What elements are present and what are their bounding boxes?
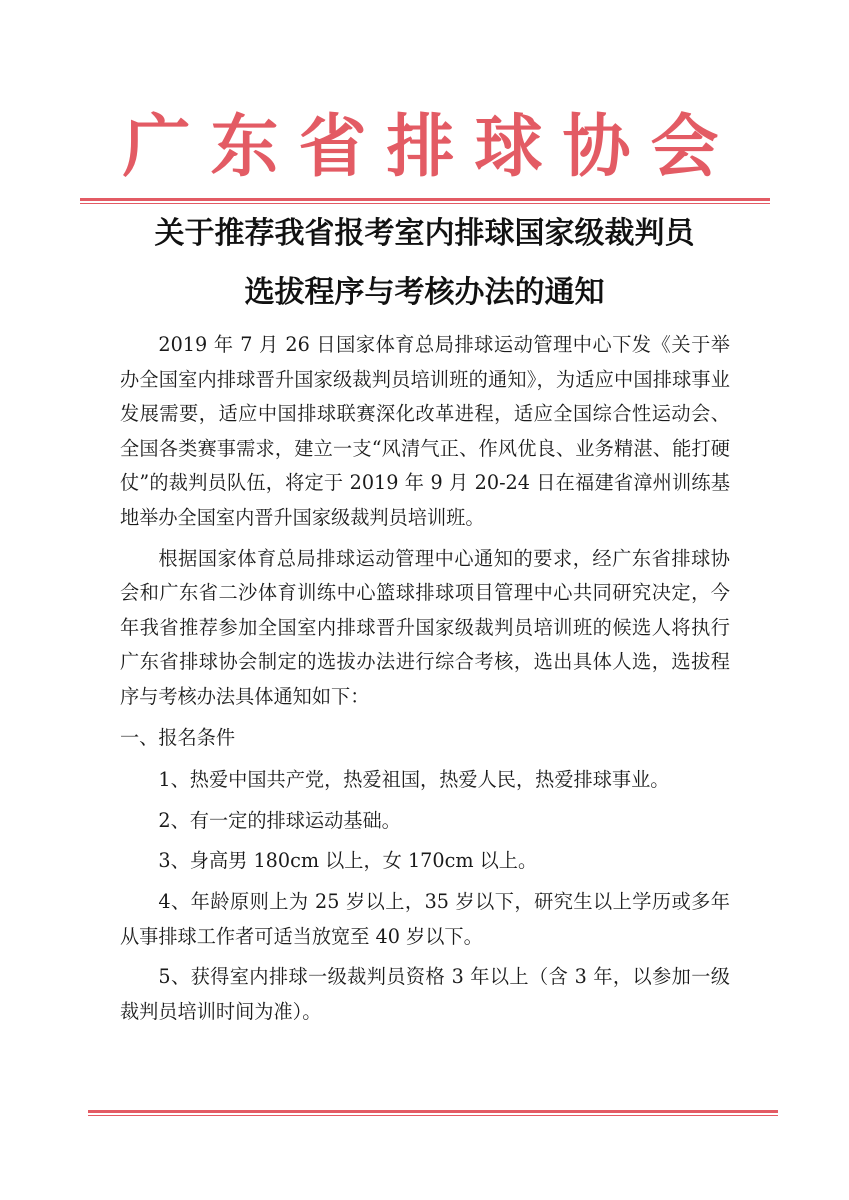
list-item: 2、有一定的排球运动基础。 xyxy=(158,808,401,832)
footer-rule xyxy=(88,1110,778,1116)
notice-title-line1: 关于推荐我省报考室内排球国家级裁判员 xyxy=(154,216,695,251)
body-paragraph-1: 2019 年 7 月 26 日国家体育总局排球运动管理中心下发《关于举办全国室内排球晋升国家级裁判员培训班的通知》，为适应中国排球事业发展需要，适应中国排球联赛深化改革进程，适应全国综合性运动会、全国各类赛事需求，建立一支“风清气正、作风优良、业务精湛、能打硬仗”的裁判员队伍，将定于 2019 年 9 月 20-24 日在福建省漳州训练基地举办全国室内晋升国家级裁判员培训班。 xyxy=(120,333,730,529)
list-item: 4、年龄原则上为 25 岁以上，35 岁以下，研究生以上学历或多年从事排球工作者可适当放宽至 40 岁以下。 xyxy=(120,889,730,948)
list-item: 5、获得室内排球一级裁判员资格 3 年以上（含 3 年，以参加一级裁判员培训时间为准）。 xyxy=(120,965,730,1023)
list-item: 1、热爱中国共产党，热爱祖国，热爱人民，热爱排球事业。 xyxy=(158,768,670,792)
notice-title-line2: 选拔程序与考核办法的通知 xyxy=(244,275,605,310)
list-item: 3、身高男 180cm 以上，女 170cm 以上。 xyxy=(158,849,538,873)
letterhead-top-rule xyxy=(80,198,770,204)
notice-body xyxy=(120,328,730,1029)
letterhead-org-name: 广东省排球协会 xyxy=(122,107,739,187)
section-heading-eligibility: 一、报名条件 xyxy=(120,725,236,749)
body-paragraph-2: 根据国家体育总局排球运动管理中心通知的要求，经广东省排球协会和广东省二沙体育训练中心篮球排球项目管理中心共同研究决定，今年我省推荐参加全国室内排球晋升国家级裁判员培训班的候选人将执行广东省排球协会制定的选拔办法进行综合考核，选出具体人选，选拔程序与考核办法具体通知如下： xyxy=(120,546,730,708)
